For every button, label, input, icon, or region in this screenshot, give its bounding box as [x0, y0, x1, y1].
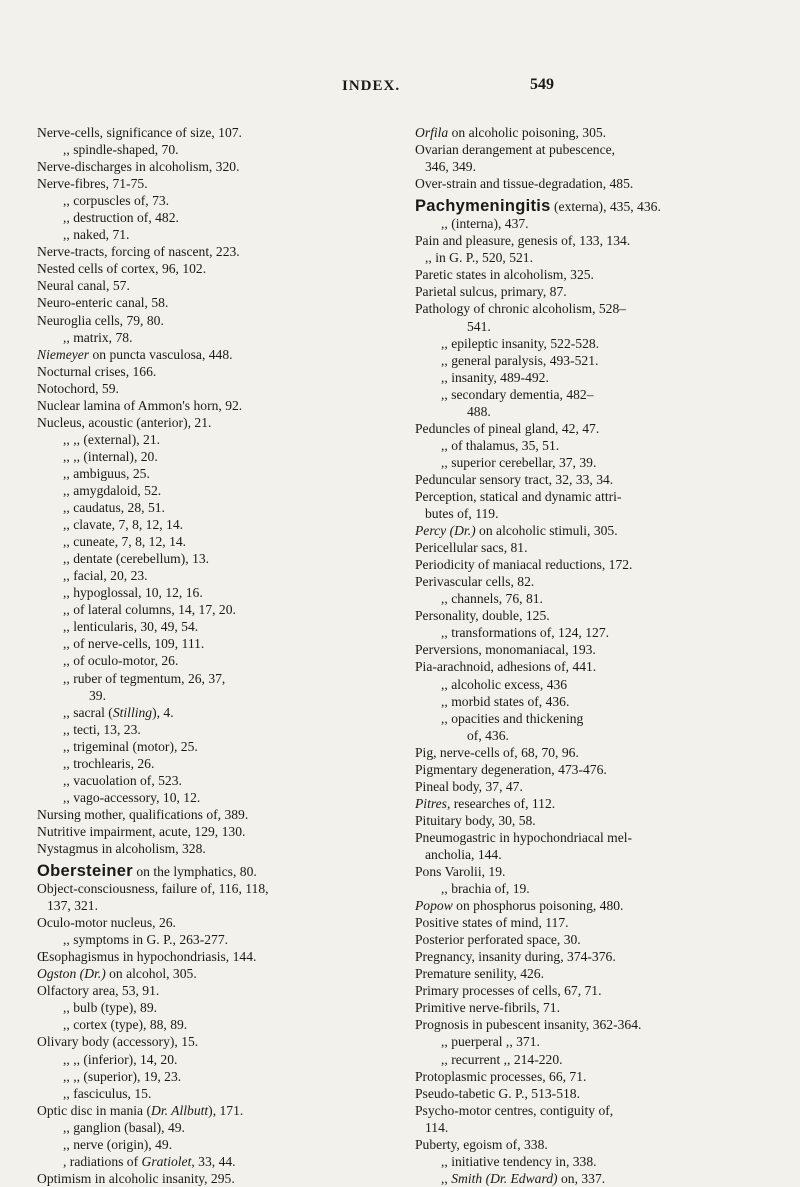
entry-text: Nerve-cells, significance of size, 107. [37, 125, 242, 140]
index-entry [415, 897, 790, 914]
index-entry [37, 363, 415, 380]
entry-text: Olfactory area, 53, 91. [37, 983, 160, 999]
entry-text: ,, corpuscles of, 73. [63, 193, 170, 209]
index-entry [37, 880, 415, 897]
index-entry [415, 829, 790, 846]
entry-text: ), 4. [152, 704, 174, 720]
index-entry [415, 522, 790, 539]
index-entry [37, 1051, 415, 1068]
index-entry [415, 403, 790, 420]
running-head-title: INDEX. [342, 78, 401, 94]
index-entry [415, 999, 790, 1016]
entry-text: ,, transformations of, 124, 127. [441, 625, 610, 641]
italic-name: Smith (Dr. Edward) [451, 1170, 558, 1186]
index-entry [37, 175, 415, 192]
italic-name: Popow [415, 898, 453, 914]
index-entry [415, 846, 790, 863]
entry-text: on the lymphatics, 80. [132, 864, 257, 880]
entry-text: ,, vago-accessory, 10, 12. [63, 789, 201, 805]
index-entry [415, 1068, 790, 1085]
entry-text: ,, caudatus, 28, 51. [63, 500, 165, 516]
entry-text: of, 436. [467, 727, 509, 743]
index-entry [415, 556, 790, 573]
index-entry [415, 676, 790, 693]
index-entry [37, 346, 415, 363]
index-entry [415, 914, 790, 931]
entry-text: ,, naked, 71. [63, 227, 130, 243]
entry-text: ,, bulb (type), 89. [63, 1000, 158, 1016]
index-entry [37, 897, 415, 914]
index-entry [37, 840, 415, 857]
entry-text: Nerve-discharges in alcoholism, 320. [37, 159, 240, 175]
index-entry [37, 567, 415, 584]
entry-text: Pineal body, 37, 47. [415, 778, 523, 794]
index-entry [415, 1033, 790, 1050]
index-entry [37, 635, 415, 652]
entry-text: Nucleus, acoustic (anterior), 21. [37, 414, 212, 430]
index-entry [415, 198, 790, 215]
index-entry [37, 141, 415, 158]
entry-text: Oculo-motor nucleus, 26. [37, 915, 176, 931]
entry-text: Nerve-tracts, forcing of nascent, 223. [37, 244, 240, 260]
index-entry [37, 209, 415, 226]
entry-text: Nursing mother, qualifications of, 389. [37, 806, 249, 822]
entry-text: ,, superior cerebellar, 37, 39. [441, 454, 597, 470]
entry-text: ,, matrix, 78. [63, 329, 133, 345]
index-entry [37, 243, 415, 260]
index-column-left [37, 124, 415, 1187]
entry-text: , radiations of [63, 1153, 142, 1169]
index-entry [37, 533, 415, 550]
index-entry [37, 1153, 415, 1170]
index-entry [37, 1085, 415, 1102]
entry-text: ,, in G. P., 520, 521. [425, 250, 534, 266]
section-lead-term: Pachymeningitis [415, 197, 551, 216]
entry-text: Nutritive impairment, acute, 129, 130. [37, 823, 246, 839]
index-entry [415, 124, 790, 141]
italic-name: Percy (Dr.) [415, 523, 476, 539]
entry-text: Posterior perforated space, 30. [415, 932, 581, 948]
index-entry [415, 710, 790, 727]
index-entry [37, 312, 415, 329]
index-entry [37, 1102, 415, 1119]
entry-text: ,, ,, (inferior), 14, 20. [63, 1051, 178, 1067]
entry-text: Optimism in alcoholic insanity, 295. [37, 1170, 235, 1186]
entry-text: ,, tecti, 13, 23. [63, 721, 141, 737]
index-entry [415, 812, 790, 829]
index-entry [415, 283, 790, 300]
entry-text: ,, ruber of tegmentum, 26, 37, [63, 670, 226, 686]
index-entry [37, 982, 415, 999]
index-entry [415, 1170, 790, 1187]
entry-text: 114. [425, 1119, 449, 1135]
index-entry [415, 141, 790, 158]
entry-text: ,, initiative tendency in, 338. [441, 1153, 597, 1169]
index-entry [37, 260, 415, 277]
index-entry [37, 414, 415, 431]
entry-text: Neural canal, 57. [37, 278, 130, 294]
index-entry [415, 335, 790, 352]
entry-text: butes of, 119. [425, 506, 499, 522]
index-entry [415, 607, 790, 624]
index-entry [415, 795, 790, 812]
index-entry [415, 1016, 790, 1033]
index-entry [415, 232, 790, 249]
index-entry [37, 965, 415, 982]
index-entry [415, 1102, 790, 1119]
entry-text: ,, cuneate, 7, 8, 12, 14. [63, 534, 187, 550]
entry-text: ,, morbid states of, 436. [441, 693, 570, 709]
entry-text: ,, dentate (cerebellum), 13. [63, 551, 210, 567]
index-entry [37, 550, 415, 567]
entry-text: on alcoholic poisoning, 305. [448, 125, 607, 140]
index-entry [37, 1016, 415, 1033]
index-entry [415, 693, 790, 710]
entry-text: Pain and pleasure, genesis of, 133, 134. [415, 233, 631, 249]
entry-text: Perivascular cells, 82. [415, 574, 535, 590]
entry-text: Pia-arachnoid, adhesions of, 441. [415, 659, 597, 675]
entry-text: Personality, double, 125. [415, 608, 550, 624]
entry-text: 346, 349. [425, 159, 476, 175]
index-entry [415, 318, 790, 335]
index-entry [415, 727, 790, 744]
entry-text: Olivary body (accessory), 15. [37, 1034, 199, 1050]
index-entry [415, 249, 790, 266]
entry-text: ,, hypoglossal, 10, 12, 16. [63, 585, 203, 601]
index-entry [37, 1119, 415, 1136]
entry-text: ,, insanity, 489-492. [441, 369, 549, 385]
index-entry [37, 789, 415, 806]
italic-name: Ogston (Dr.) [37, 966, 106, 982]
index-entry [415, 1153, 790, 1170]
index-entry [415, 778, 790, 795]
entry-text: Œsophagismus in hypochondriasis, 144. [37, 949, 257, 965]
entry-text: Pituitary body, 30, 58. [415, 812, 536, 828]
index-entry [415, 761, 790, 778]
entry-text: ,, general paralysis, 493-521. [441, 352, 599, 368]
entry-text: Nystagmus in alcoholism, 328. [37, 840, 206, 856]
entry-text: ,, amygdaloid, 52. [63, 482, 162, 498]
entry-text: Pathology of chronic alcoholism, 528– [415, 301, 627, 317]
entry-text: 541. [467, 318, 491, 334]
index-entry [37, 652, 415, 669]
entry-text: Pseudo-tabetic G. P., 513-518. [415, 1085, 580, 1101]
index-entry [415, 573, 790, 590]
entry-text: Paretic states in alcoholism, 325. [415, 267, 594, 283]
entry-text: Puberty, egoism of, 338. [415, 1136, 548, 1152]
entry-text: on alcoholic stimuli, 305. [475, 523, 618, 539]
italic-name: Stilling [112, 704, 153, 720]
index-entry [37, 755, 415, 772]
entry-text: ,, of lateral columns, 14, 17, 20. [63, 602, 236, 618]
entry-text: ,, [441, 1170, 452, 1186]
entry-text: ,, of thalamus, 35, 51. [441, 437, 560, 453]
index-entry [415, 744, 790, 761]
index-entry [415, 1119, 790, 1136]
index-entry [415, 1051, 790, 1068]
italic-name: Pitres [415, 795, 447, 811]
entry-text: on alcohol, 305. [105, 966, 197, 982]
index-entry [415, 266, 790, 283]
entry-text: Peduncles of pineal gland, 42, 47. [415, 420, 600, 436]
index-entry [37, 670, 415, 687]
index-entry [37, 226, 415, 243]
entry-text: ,, symptoms in G. P., 263-277. [63, 932, 229, 948]
entry-text: ,, (interna), 437. [441, 216, 529, 232]
entry-text: Pregnancy, insanity during, 374-376. [415, 949, 616, 965]
entry-text: ,, trochlearis, 26. [63, 755, 155, 771]
index-entry [37, 999, 415, 1016]
italic-name: Gratiolet [141, 1153, 192, 1169]
italic-name: Niemeyer [37, 346, 90, 362]
index-entry [415, 1136, 790, 1153]
entry-text: ,, puerperal ,, 371. [441, 1034, 540, 1050]
entry-text: Perception, statical and dynamic attri- [415, 488, 622, 504]
page-number: 549 [530, 76, 554, 93]
entry-text: Psycho-motor centres, contiguity of, [415, 1102, 614, 1118]
entry-text: ,, lenticularis, 30, 49, 54. [63, 619, 199, 635]
entry-text: , 33, 44. [191, 1153, 236, 1169]
index-entry [415, 624, 790, 641]
index-entry [415, 352, 790, 369]
index-column-right [415, 124, 790, 1187]
entry-text: ,, clavate, 7, 8, 12, 14. [63, 517, 184, 533]
index-entry [37, 772, 415, 789]
index-entry [37, 158, 415, 175]
entry-text: on phosphorus poisoning, 480. [452, 898, 624, 914]
entry-text: ,, nerve (origin), 49. [63, 1136, 173, 1152]
index-entry [415, 931, 790, 948]
entry-text: ,, of nerve-cells, 109, 111. [63, 636, 205, 652]
index-entry [415, 158, 790, 175]
entry-text: Positive states of mind, 117. [415, 915, 569, 931]
index-entry [37, 823, 415, 840]
index-entry [37, 948, 415, 965]
entry-text: ,, sacral ( [63, 704, 113, 720]
index-entry [37, 516, 415, 533]
index-entry [37, 1033, 415, 1050]
entry-text: ,, vacuolation of, 523. [63, 772, 182, 788]
index-entry [415, 386, 790, 403]
entry-text: ,, trigeminal (motor), 25. [63, 738, 198, 754]
entry-text: on, 337. [557, 1170, 606, 1186]
index-entry [415, 1085, 790, 1102]
entry-text: Pneumogastric in hypochondriacal mel- [415, 829, 633, 845]
entry-text: ,, destruction of, 482. [63, 210, 179, 226]
index-entry [415, 863, 790, 880]
entry-text: 137, 321. [47, 898, 98, 914]
index-entry [37, 806, 415, 823]
index-entry [415, 369, 790, 386]
entry-text: ,, spindle-shaped, 70. [63, 142, 179, 158]
entry-text: Primary processes of cells, 67, 71. [415, 983, 602, 999]
index-entry [37, 294, 415, 311]
entry-text: 39. [89, 687, 106, 703]
entry-text: on puncta vasculosa, 448. [89, 346, 233, 362]
index-entry [37, 721, 415, 738]
entry-text: Prognosis in pubescent insanity, 362-364. [415, 1017, 642, 1033]
entry-text: ,, cortex (type), 88, 89. [63, 1017, 188, 1033]
entry-text: Ovarian derangement at pubescence, [415, 142, 616, 158]
entry-text: ,, ganglion (basal), 49. [63, 1119, 185, 1135]
entry-text: Nuclear lamina of Ammon's horn, 92. [37, 397, 243, 413]
index-entry [415, 420, 790, 437]
index-entry [415, 982, 790, 999]
index-entry [415, 965, 790, 982]
index-entry [37, 124, 415, 141]
entry-text: Premature senility, 426. [415, 966, 544, 982]
index-entry [415, 658, 790, 675]
entry-text: ,, fasciculus, 15. [63, 1085, 152, 1101]
index-entry [37, 931, 415, 948]
entry-text: ,, alcoholic excess, 436 [441, 676, 568, 692]
entry-text: Peduncular sensory tract, 32, 33, 34. [415, 471, 614, 487]
entry-text: Notochord, 59. [37, 380, 119, 396]
index-entry [415, 539, 790, 556]
index-entry [37, 704, 415, 721]
entry-text: Primitive nerve-fibrils, 71. [415, 1000, 560, 1016]
index-entry [37, 738, 415, 755]
index-entry [415, 300, 790, 317]
entry-text: Pig, nerve-cells of, 68, 70, 96. [415, 744, 579, 760]
index-entry [37, 601, 415, 618]
entry-text: Perversions, monomaniacal, 193. [415, 642, 596, 658]
index-entry [415, 948, 790, 965]
entry-text: , researches of, 112. [446, 795, 556, 811]
entry-text: ,, facial, 20, 23. [63, 568, 148, 584]
italic-name: Dr. Allbutt [151, 1102, 209, 1118]
entry-text: Pericellular sacs, 81. [415, 540, 528, 556]
entry-text: Neuroglia cells, 79, 80. [37, 312, 164, 328]
entry-text: ,, ,, (external), 21. [63, 431, 161, 447]
index-entry [415, 488, 790, 505]
entry-text: 488. [467, 403, 491, 419]
index-entry [37, 192, 415, 209]
index-entry [37, 482, 415, 499]
index-entry [37, 1170, 415, 1187]
entry-text: Protoplasmic processes, 66, 71. [415, 1068, 587, 1084]
entry-text: Neuro-enteric canal, 58. [37, 295, 169, 311]
index-entry [37, 448, 415, 465]
entry-text: ,, epileptic insanity, 522-528. [441, 335, 600, 351]
entry-text: Over-strain and tissue-degradation, 485. [415, 176, 634, 192]
index-entry [37, 465, 415, 482]
entry-text: Parietal sulcus, primary, 87. [415, 284, 567, 300]
entry-text: ,, ,, (internal), 20. [63, 448, 158, 464]
entry-text: Pigmentary degeneration, 473-476. [415, 761, 607, 777]
index-entry [415, 215, 790, 232]
index-entry [37, 687, 415, 704]
entry-text: Object-consciousness, failure of, 116, 118, [37, 881, 269, 897]
index-entry [37, 380, 415, 397]
index-entry [37, 1068, 415, 1085]
index-entry [415, 454, 790, 471]
index-entry [37, 584, 415, 601]
entry-text: ,, secondary dementia, 482– [441, 386, 594, 402]
index-entry [37, 431, 415, 448]
index-entry [37, 499, 415, 516]
index-entry [37, 329, 415, 346]
index-entry [415, 437, 790, 454]
entry-text: ,, channels, 76, 81. [441, 591, 543, 607]
index-entry [415, 641, 790, 658]
entry-text: Nocturnal crises, 166. [37, 363, 157, 379]
page-header [0, 78, 800, 100]
entry-text: ,, ,, (superior), 19, 23. [63, 1068, 182, 1084]
entry-text: ,, ambiguus, 25. [63, 465, 150, 481]
entry-text: Optic disc in mania ( [37, 1102, 152, 1118]
index-entry [37, 914, 415, 931]
index-entry [415, 505, 790, 522]
entry-text: Nerve-fibres, 71-75. [37, 176, 148, 192]
index-entry [37, 1136, 415, 1153]
entry-text: ,, brachia of, 19. [441, 881, 530, 897]
entry-text: ), 171. [208, 1102, 244, 1118]
section-lead-term: Obersteiner [37, 862, 133, 881]
entry-text: ancholia, 144. [425, 846, 502, 862]
entry-text: Pons Varolii, 19. [415, 864, 506, 880]
entry-text: (externa), 435, 436. [550, 199, 661, 215]
entry-text: Nested cells of cortex, 96, 102. [37, 261, 207, 277]
index-entry [415, 175, 790, 192]
index-entry [37, 618, 415, 635]
index-entry [37, 397, 415, 414]
entry-text: ,, of oculo-motor, 26. [63, 653, 179, 669]
index-entry [415, 471, 790, 488]
index-entry [415, 880, 790, 897]
index-entry [415, 590, 790, 607]
entry-text: ,, recurrent ,, 214-220. [441, 1051, 563, 1067]
index-entry [37, 863, 415, 880]
entry-text: ,, opacities and thickening [441, 710, 584, 726]
index-entry [37, 277, 415, 294]
italic-name: Orfila [415, 125, 449, 140]
entry-text: Periodicity of maniacal reductions, 172. [415, 557, 633, 573]
